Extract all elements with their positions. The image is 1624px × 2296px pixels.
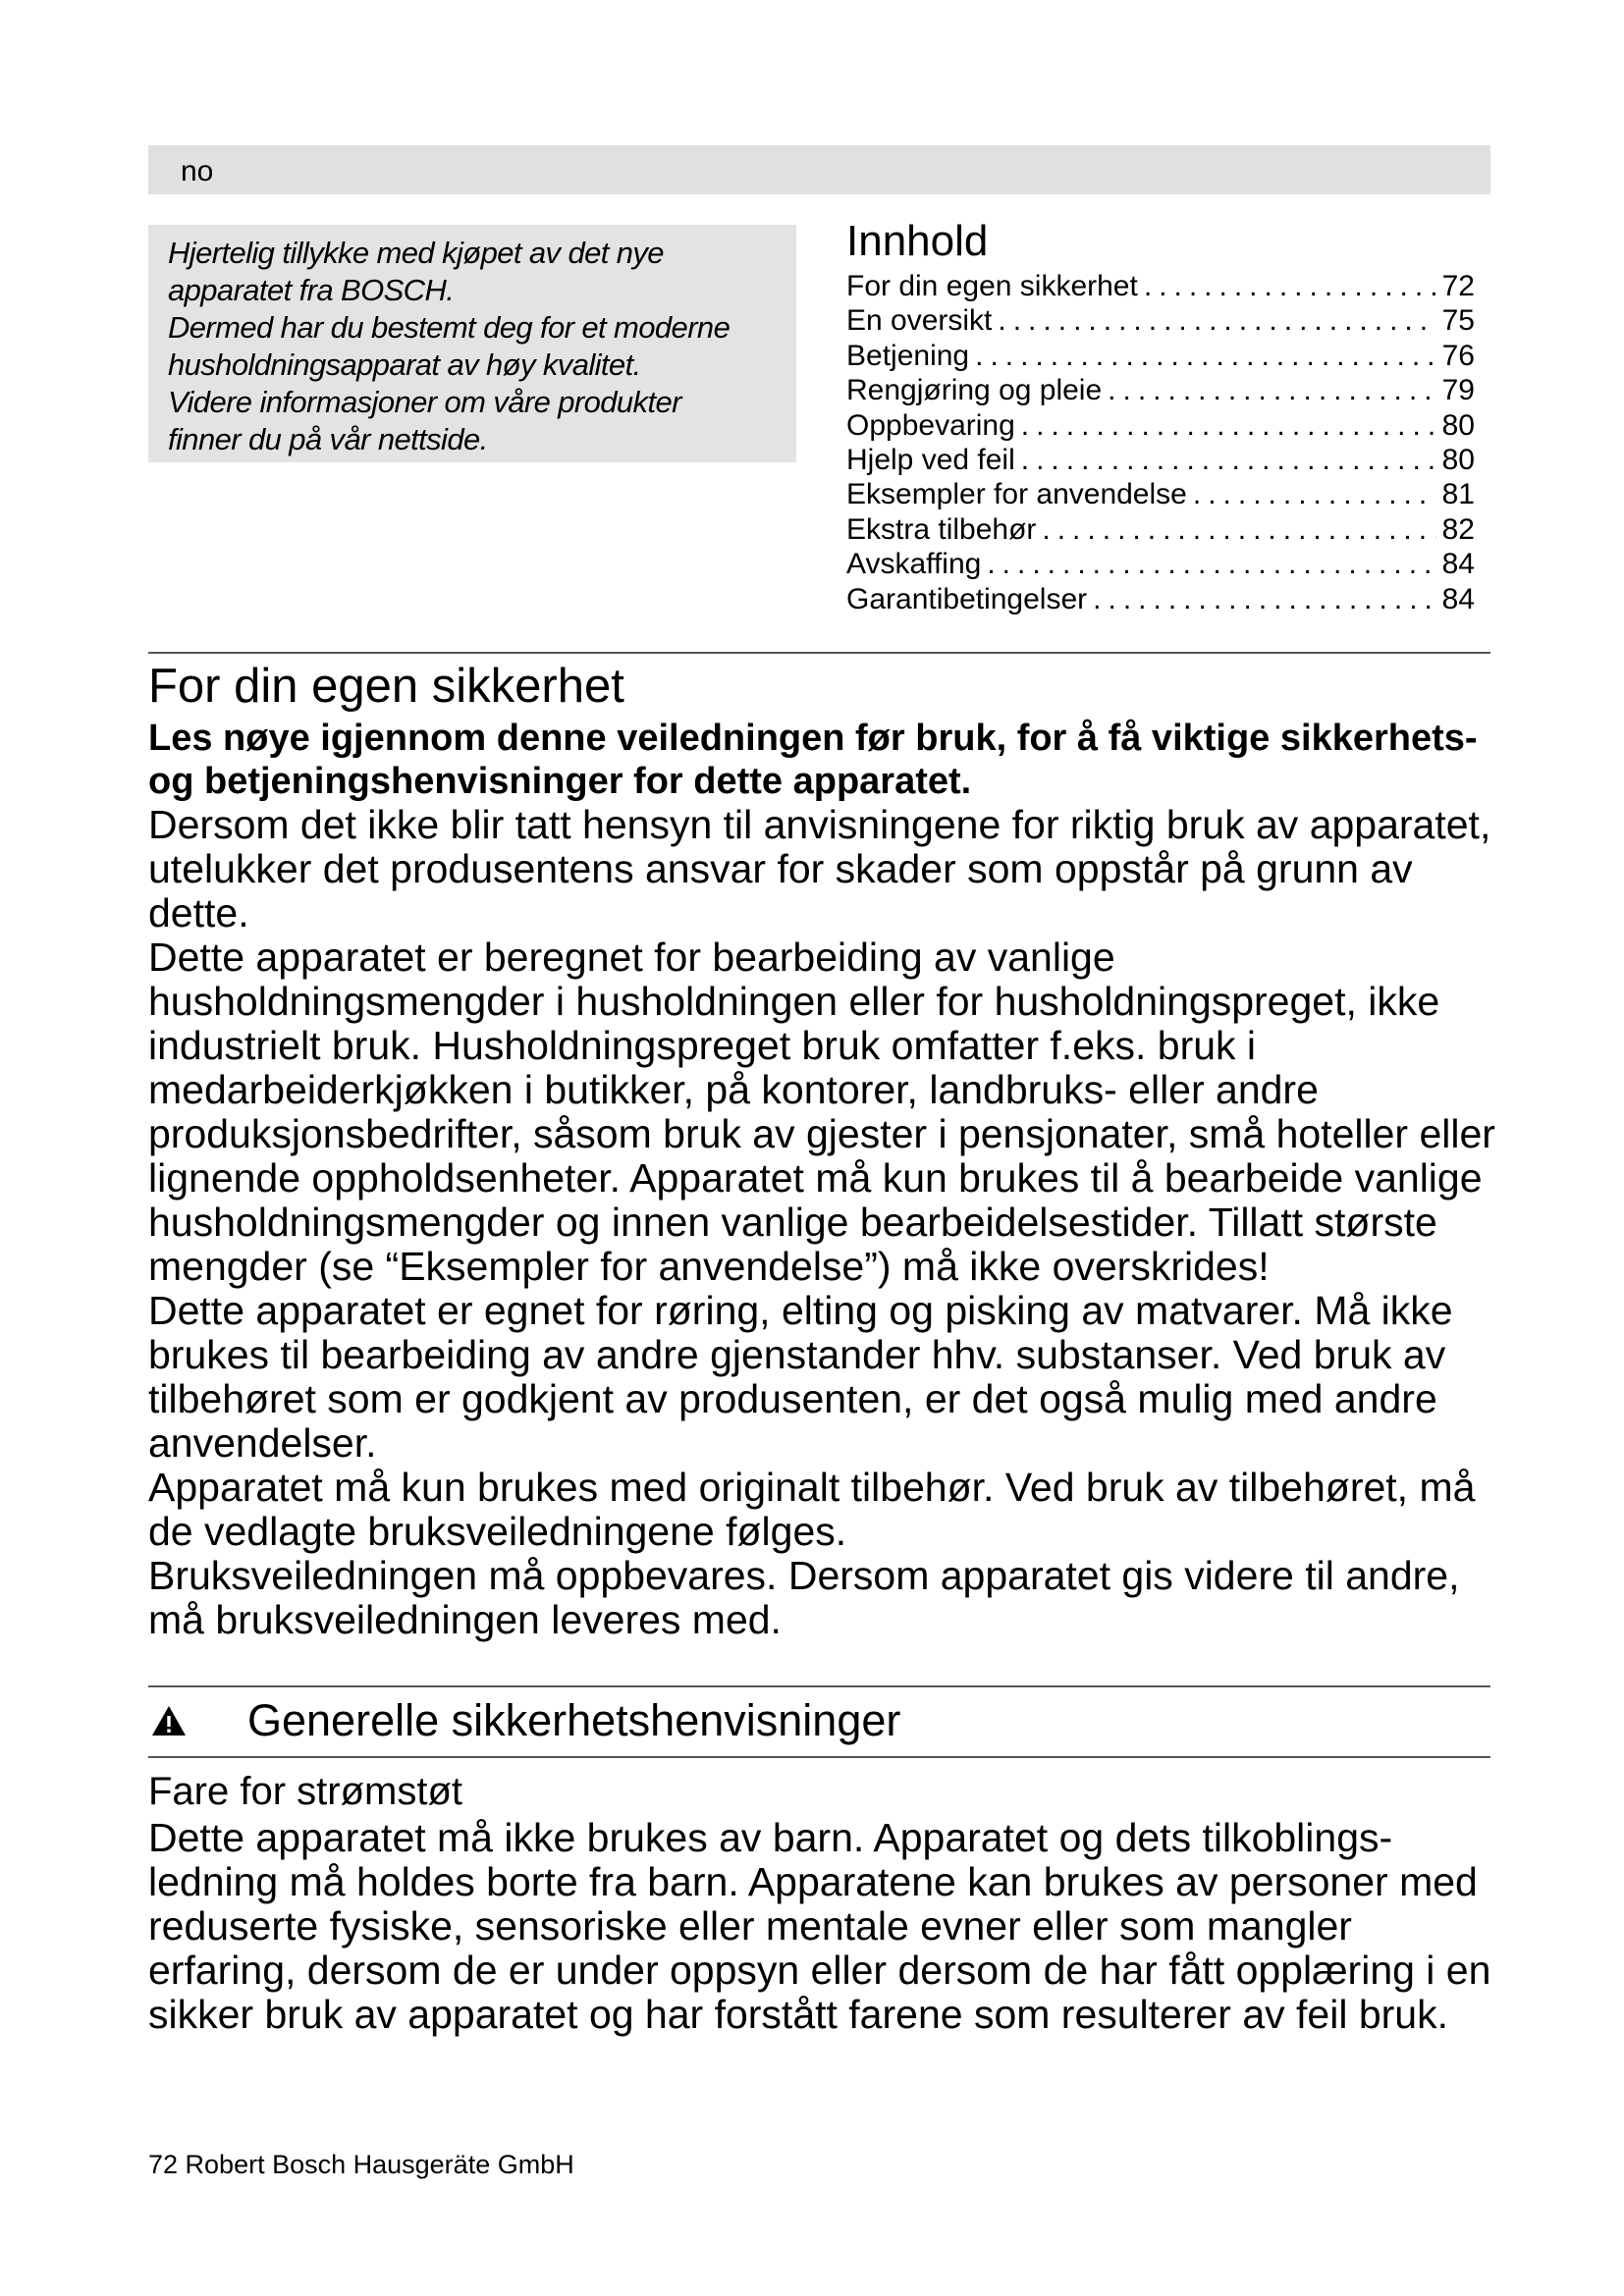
electric-shock-heading: Fare for strømstøt [148, 1770, 462, 1813]
intro-box [148, 225, 796, 462]
safety-paragraph: Dette apparatet er egnet for røring, elting og pisking av matvarer. Må ikke brukes til bearbeiding av andre gjenstander hhv. substanser. Ved bruk av tilbehøret som er godkjent av produsenten, er det også mulig med andre anvendelser. [148, 1288, 1453, 1466]
safety-heading: For din egen sikkerhet [148, 660, 624, 713]
toc-item[interactable]: Rengjøring og pleie ..... 79 [846, 373, 1475, 407]
safety-paragraph: Bruksveiledningen må oppbevares. Dersom apparatet gis videre til andre, må bruksveiledningen leveres med. [148, 1553, 1460, 1642]
section-divider [148, 1756, 1490, 1758]
toc-item[interactable]: Eksempler for anvendelse ..... 81 [846, 477, 1475, 511]
language-bar [148, 145, 1490, 194]
section-divider [148, 1685, 1490, 1687]
toc-item[interactable]: En oversikt ..... 75 [846, 303, 1475, 338]
safety-paragraph: Apparatet må kun brukes med originalt tilbehør. Ved bruk av tilbehøret, må de vedlagte bruksveiledningene følges. [148, 1465, 1476, 1554]
safety-lead: Les nøye igjennom denne veiledningen før bruk, for å få viktige sikkerhets- og betjeningshenvisninger for dette apparatet. [148, 718, 1478, 802]
intro-text: Hjertelig tillykke med kjøpet av det nye apparatet fra BOSCH. Dermed har du bestemt deg for et moderne husholdningsapparat av høy kvalitet. Videre informasjoner om våre produkter finner du på vår nettside. [168, 236, 731, 456]
toc-title: Innhold [846, 217, 989, 265]
language-code: no [181, 155, 214, 187]
toc-item[interactable]: Betjening ..... 76 [846, 339, 1475, 373]
page-footer: 72 Robert Bosch Hausgeräte GmbH [148, 2150, 574, 2179]
general-safety-heading: Generelle sikkerhetshenvisninger [247, 1695, 901, 1745]
toc-item[interactable]: Oppbevaring ..... 80 [846, 408, 1475, 443]
toc-item[interactable]: Hjelp ved feil ..... 80 [846, 443, 1475, 477]
safety-paragraph: Dersom det ikke blir tatt hensyn til anvisningene for riktig bruk av apparatet, utelukker det produsentens ansvar for skader som oppstår på grunn av dette. [148, 802, 1491, 935]
toc-list [846, 269, 1475, 616]
toc-item[interactable]: Garantibetingelser ..... 84 [846, 582, 1475, 616]
section-divider [148, 652, 1490, 654]
warning-icon [151, 1705, 187, 1736]
toc-item[interactable]: For din egen sikkerhet ..... 72 [846, 269, 1475, 303]
electric-shock-text: Dette apparatet må ikke brukes av barn. Apparatet og dets tilkoblings-ledning må holdes borte fra barn. Apparatene kan brukes av personer med reduserte fysiske, sensoriske eller mentale evner eller som mangler erfaring, dersom de er under oppsyn eller dersom de har fått opplæring i en sikker bruk av apparatet og har forstått farene som resulterer av feil bruk. [148, 1815, 1491, 2037]
table-of-contents [846, 214, 1475, 616]
toc-item[interactable]: Ekstra tilbehør ..... 82 [846, 512, 1475, 547]
electric-shock-section [148, 1767, 1503, 2037]
safety-section [148, 656, 1503, 1642]
general-safety-header [148, 1690, 900, 1751]
toc-item[interactable]: Avskaffing ..... 84 [846, 547, 1475, 581]
safety-paragraph: Dette apparatet er beregnet for bearbeiding av vanlige husholdningsmengder i husholdningen eller for husholdningspreget, ikke industrielt bruk. Husholdningspreget bruk omfatter f.eks. bruk i medarbeiderkjøkken i butikker, på kontorer, landbruks- eller andre produksjonsbedrifter, såsom bruk av gjester i pensjonater, små hoteller eller lignende oppholdsenheter. Apparatet må kun brukes til å bearbeide vanlige husholdningsmengder og innen vanlige bearbeidelsestider. Tillatt største mengder (se “Eksempler for anvendelse”) må ikke overskrides! [148, 934, 1495, 1289]
